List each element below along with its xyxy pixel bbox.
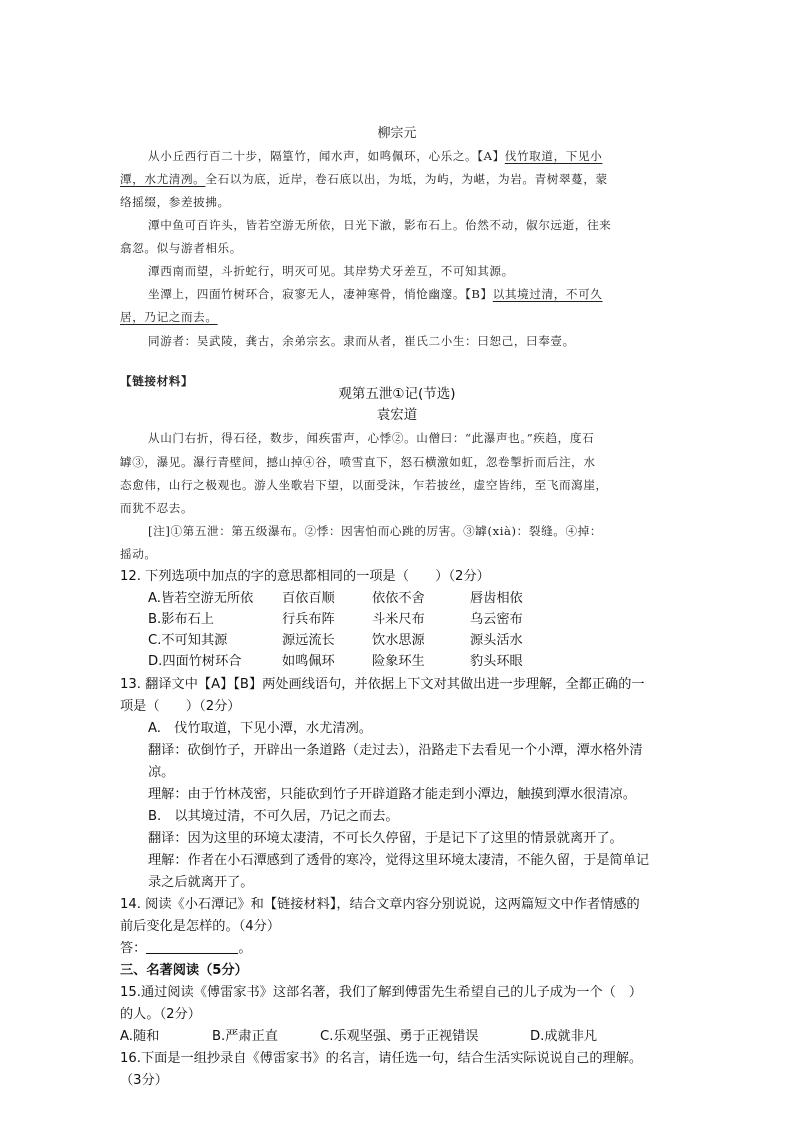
q12-option-a: A.皆若空游无所依 xyxy=(148,591,254,606)
q14-answer xyxy=(120,939,252,959)
answer-end: 。 xyxy=(238,941,252,956)
passage-p2-line1: 潭中鱼可百许头，皆若空游无所依，日光下澈，影布石上。佁然不动，俶尔远逝，往来 xyxy=(148,218,612,232)
q12-option-c-word: 源远流长 xyxy=(282,633,335,648)
section-title: 三、名著阅读（5分） xyxy=(120,963,248,978)
passage-p3-line1: 潭西南而望，斗折蛇行，明灭可见。其岸势犬牙差互，不可知其源。 xyxy=(148,264,514,278)
q12-option-d-word: 如鸣佩环 xyxy=(282,654,335,669)
underlined-sentence-b-end: 居，乃记之而去。 xyxy=(120,310,218,324)
passage-p1-line1 xyxy=(148,146,672,166)
q12-option-b-word: 行兵布阵 xyxy=(282,612,335,627)
q13-stem-line2: 项是（ ）（2分） xyxy=(120,699,241,714)
passage-text: 坐潭上，四面竹树环合，寂寥无人，凄神寒骨，悄怆幽邃。【B】 xyxy=(148,287,493,301)
underlined-sentence-a-end: 潭，水尤清冽。 xyxy=(120,172,206,186)
q13-option-a-translation-end: 凉。 xyxy=(148,765,175,780)
link-line2: 罅③，瀑见。瀑行青壁间，撼山掉④谷，喷雪直下，怒石横激如虹，忽卷掣折而后注，水 xyxy=(120,455,596,469)
passage-author: 柳宗元 xyxy=(377,126,417,141)
q12-option-a-word: 依依不舍 xyxy=(372,591,425,606)
link-line1: 从山门右折，得石径，数步，闻疾雷声，心悸②。山僧曰：“此瀑声也。”疾趋，度石 xyxy=(148,431,595,445)
q12-option-c-word: 源头活水 xyxy=(470,633,523,648)
q15-option-b: B.严肃正直 xyxy=(212,1029,278,1044)
q15-option-c: C.乐观坚强、勇于正视错误 xyxy=(320,1029,479,1044)
passage-p1-line2 xyxy=(120,169,672,189)
q12-option-c: C.不可知其源 xyxy=(148,633,228,648)
q12-option-a-word: 唇齿相依 xyxy=(470,591,523,606)
link-author: 袁宏道 xyxy=(376,407,418,423)
q13-option-a-understanding: 理解：由于竹林茂密，只能砍到竹子开辟道路才能走到小潭边，触摸到潭水很清凉。 xyxy=(148,787,636,802)
link-line3: 态愈伟，山行之极观也。游人坐歌岩下望，以面受沫，乍若披丝，虚空皆纬，至飞而瀉崖， xyxy=(120,478,608,492)
q12-option-d-word: 险象环生 xyxy=(372,654,425,669)
link-note1: [注]①第五泄：第五级瀑布。②悸：因害怕而心跳的厉害。③罅(xià)：裂缝。④掉： xyxy=(148,524,603,538)
link-title: 观第五泄①记(节选) xyxy=(338,386,456,402)
q15-option-a: A.随和 xyxy=(120,1029,160,1044)
q13-option-b-translation: 翻译：因为这里的环境太凄清，不可长久停留，于是记下了这里的情景就离开了。 xyxy=(148,831,623,846)
q15-stem-line1: 15.通过阅读《傅雷家书》这部名著，我们了解到傅雷先生希望自己的儿子成为一个（ ） xyxy=(120,985,643,1000)
q13-option-b-understanding: 理解：作者在小石潭感到了透骨的寒冷，觉得这里环境太凄清，不能久留，于是简单记 xyxy=(148,853,650,868)
q15-stem-line2: 的人。（2分） xyxy=(120,1007,201,1022)
q14-stem-line1: 14. 阅读《小石潭记》和【链接材料】，结合文章内容分别说说，这两篇短文中作者情感的 xyxy=(120,897,640,912)
q14-stem-line2: 前后变化是怎样的。（4分） xyxy=(120,919,281,934)
q15-option-d: D.成就非凡 xyxy=(530,1029,598,1044)
q12-option-b-word: 斗米尺布 xyxy=(372,612,425,627)
q16-stem-line1: 16.下面是一组抄录自《傅雷家书》的名言，请任选一句，结合生活实际说说自己的理解。 xyxy=(120,1051,643,1066)
q13-option-b: B. 以其境过清，不可久居，乃记之而去。 xyxy=(148,809,399,824)
q13-option-b-understanding-end: 录之后就离开了。 xyxy=(148,875,254,890)
link-note2: 摇动。 xyxy=(120,547,157,561)
passage-p5-line1: 同游者：吴武陵，龚古，余弟宗玄。隶而从者，崔氏二小生：曰恕己，曰奉壹。 xyxy=(148,334,575,348)
passage-text: 全石以为底，近岸，卷石底以出，为坻，为屿，为嵁，为岩。青树翠蔓，蒙 xyxy=(205,172,608,186)
passage-p4-line1 xyxy=(148,284,672,304)
q12-option-b: B.影布石上 xyxy=(148,612,214,627)
link-heading: 【链接材料】 xyxy=(120,374,194,388)
q13-stem-line1: 13. 翻译文中【A】【B】两处画线语句，并依据上下文对其做出进一步理解，全都正确的一 xyxy=(120,677,645,692)
passage-text: 从小丘西行百二十步，隔篁竹，闻水声，如鸣佩环，心乐之。【A】 xyxy=(148,149,505,163)
q16-stem-line2: （3分） xyxy=(120,1073,168,1088)
q12-option-d: D.四面竹树环合 xyxy=(148,654,242,669)
q13-option-a-translation: 翻译：砍倒竹子，开辟出一条道路（走过去），沿路走下去看见一个小潭，潭水格外清 xyxy=(148,743,643,758)
q12-option-d-word: 豹头环眼 xyxy=(470,654,523,669)
passage-p4-line2 xyxy=(120,307,218,327)
q12-option-a-word: 百依百顺 xyxy=(282,591,335,606)
passage-p2-line2: 翕忽。似与游者相乐。 xyxy=(120,241,242,255)
underlined-sentence-b: 以其境过清，不可久 xyxy=(492,287,603,301)
answer-label: 答： xyxy=(120,941,147,956)
q12-option-c-word: 饮水思源 xyxy=(372,633,425,648)
link-line4: 而犹不忍去。 xyxy=(120,501,194,515)
answer-blank[interactable] xyxy=(146,939,238,954)
q12-stem: 12. 下列选项中加点的字的意思都相同的一项是（ ）（2分） xyxy=(120,569,490,584)
q12-option-b-word: 乌云密布 xyxy=(470,612,523,627)
passage-p1-line3: 络摇缀，参差披拂。 xyxy=(120,195,230,209)
q13-option-a: A. 伐竹取道，下见小潭，水尤清冽。 xyxy=(148,721,372,736)
underlined-sentence-a: 伐竹取道，下见小 xyxy=(504,149,603,163)
